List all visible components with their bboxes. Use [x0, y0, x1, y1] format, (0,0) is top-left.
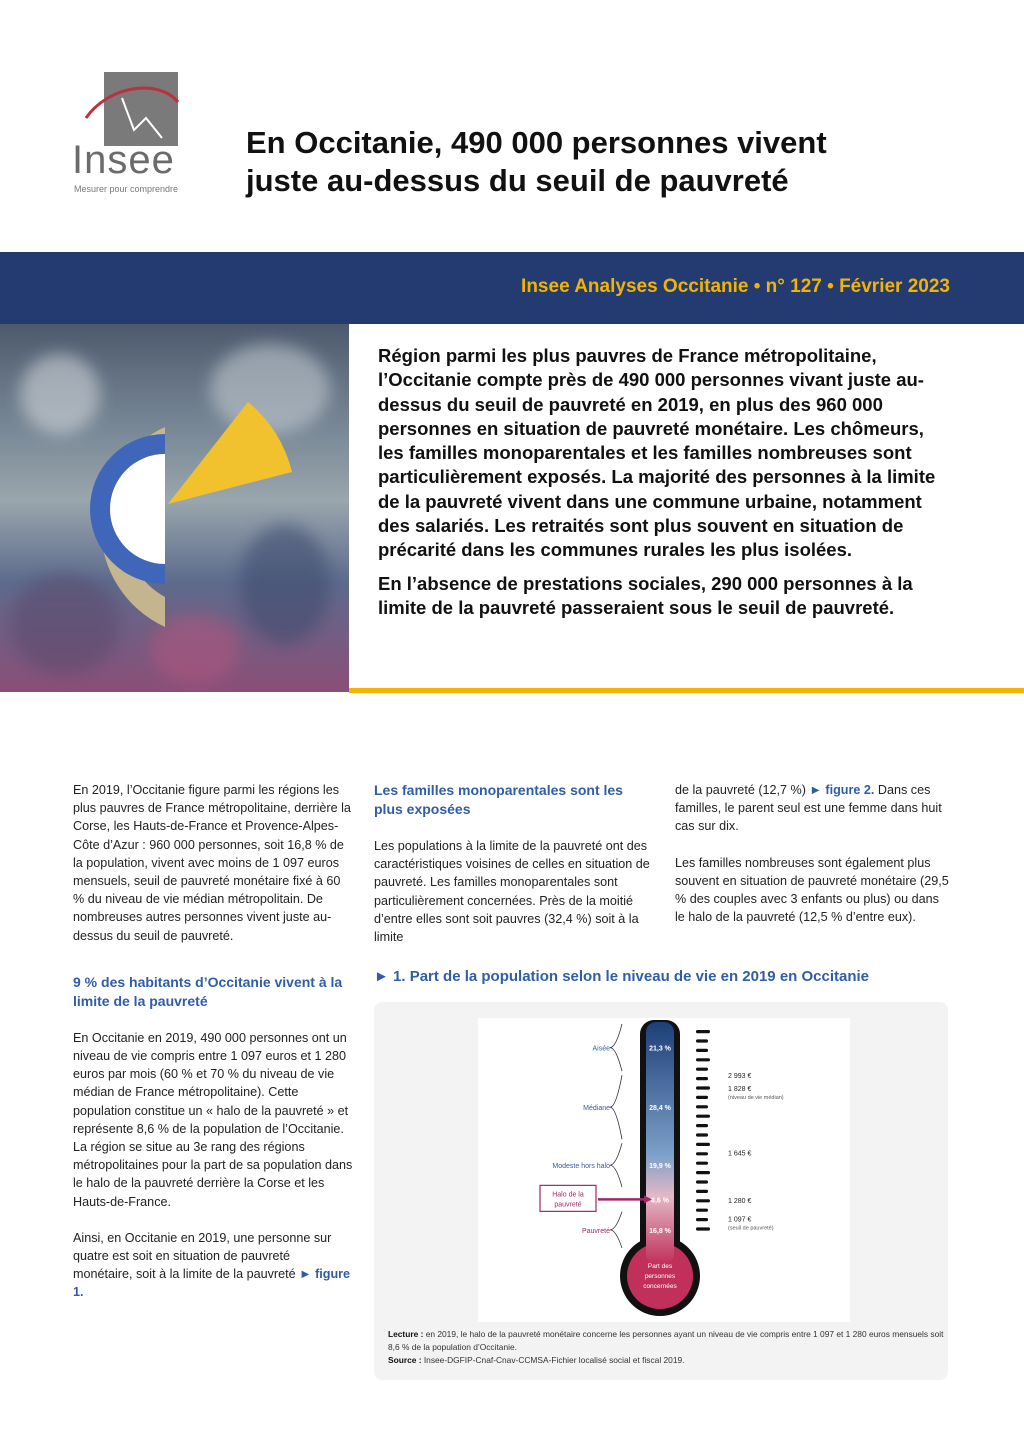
- col3-paragraph-2: Les familles nombreuses sont également plus souvent en situation de pauvreté monétaire (29,5 % des couples avec 3 enfants ou plus) ou dans le halo de la pauvreté (12,5 % d’entre eux).: [675, 855, 949, 925]
- col3-paragraph-1: de la pauvreté (12,7 %) ► figure 2. Dans ces familles, le parent seul est une femme dans huit cas sur dix.: [675, 783, 942, 834]
- figure-notes: [388, 1328, 944, 1367]
- summary-paragraph-1: Région parmi les plus pauvres de France métropolitaine, l’Occitanie compte près de 490 000 personnes vivant juste au-dessus du seuil de pauvreté en 2019, en plus des 960 000 personnes en situation de pauvreté monétaire. Les chômeurs, les familles monoparentales et les familles nombreuses sont particulièrement exposés. La majorité des personnes à la limite de la pauvreté vivent dans une commune urbaine, notamment des salariés. Les retraités sont plus souvent en situation de précarité dans les communes rurales les plus isolées.: [378, 345, 936, 561]
- col1-intro: En 2019, l’Occitanie figure parmi les régions les plus pauvres de France métropolitaine, derrière la Corse, les Hauts-de-France et Provence-Alpes-Côte d’Azur : 960 000 personnes, soit 16,8 % de la population, vivent avec moins de 1 097 euros mensuels, seuil de pauvreté monétaire fixé à 60 % du niveau de vie médian métropolitain. De nombreuses autres personnes vivent juste au-dessus du seuil de pauvreté.: [73, 783, 351, 943]
- scale-tick: [696, 1115, 710, 1118]
- scale-tick: [696, 1124, 708, 1127]
- scale-tick: [696, 1143, 710, 1146]
- publication-band: [0, 252, 1024, 324]
- section-heading-halo: 9 % des habitants d’Occitanie vivent à la limite de la pauvreté: [73, 973, 343, 1009]
- scale-tick: [696, 1068, 708, 1071]
- scale-tick: [696, 1049, 708, 1052]
- scale-tick: [696, 1133, 708, 1136]
- logo-wordmark: Insee: [72, 138, 175, 182]
- summary-paragraph-2: En l’absence de prestations sociales, 290 000 personnes à la limite de la pauvreté passeraient sous le seuil de pauvreté.: [378, 572, 913, 618]
- category-label: Médiane: [583, 1105, 610, 1113]
- scale-tick: [696, 1030, 710, 1033]
- scale-tick: [696, 1086, 710, 1089]
- threshold-value: 1 097 €: [728, 1216, 752, 1224]
- thermometer-chart: [478, 1018, 850, 1322]
- publication-info: Insee Analyses Occitanie • n° 127 • Février 2023: [521, 276, 950, 297]
- category-label: Halo de la: [552, 1191, 584, 1199]
- category-brace: [610, 1075, 622, 1139]
- category-brace: [610, 1143, 622, 1187]
- page-title: [246, 124, 966, 200]
- threshold-value: 1 280 €: [728, 1198, 752, 1206]
- figure-canvas: [478, 1018, 850, 1322]
- bulb-label: personnes: [644, 1273, 676, 1280]
- scale-tick: [696, 1218, 708, 1221]
- threshold-label: (seuil de pauvreté): [728, 1225, 774, 1232]
- title-line-1: En Occitanie, 490 000 personnes vivent: [246, 125, 827, 160]
- summary-block: [378, 344, 954, 629]
- col1-paragraph-3: Ainsi, en Occitanie en 2019, une personne sur quatre est soit en situation de pauvreté monétaire, soit à la limite de la pauvreté ► figure 1.: [73, 1230, 351, 1300]
- scale-tick: [696, 1209, 708, 1212]
- segment-value: 16,8 %: [649, 1227, 671, 1235]
- scale-tick: [696, 1058, 710, 1061]
- category-label: Pauvreté: [581, 1227, 610, 1235]
- scale-tick: [696, 1162, 708, 1165]
- category-brace: [610, 1212, 622, 1248]
- segment-value: 8,6 %: [651, 1197, 669, 1205]
- scale-tick: [696, 1077, 708, 1080]
- bulb-label: Part des: [647, 1263, 673, 1270]
- scale-tick: [696, 1227, 710, 1230]
- category-label: pauvreté: [554, 1201, 582, 1209]
- scale-tick: [696, 1190, 708, 1193]
- figure-2-link[interactable]: ► figure 2.: [809, 783, 875, 797]
- scale-tick: [696, 1105, 708, 1108]
- column-1: [73, 781, 353, 1320]
- scale-tick: [696, 1180, 708, 1183]
- summary-divider: [349, 688, 1024, 693]
- threshold-value: 1 645 €: [728, 1150, 752, 1158]
- title-line-2: juste au-dessus du seuil de pauvreté: [246, 163, 789, 198]
- col1-paragraph-2: En Occitanie en 2019, 490 000 personnes ont un niveau de vie compris entre 1 097 euros et 1 280 euros par mois (60 % et 70 % du niveau de vie médian de France métropolitaine). Cette population constitue un « halo de la pauvreté » et représente 8,6 % de la population de l’Occitanie. La région se situe au 3e rang des régions métropolitaines pour la part de sa population dans le halo de la pauvreté derrière la Corse et les Hauts-de-France.: [73, 1030, 353, 1209]
- scale-tick: [696, 1171, 710, 1174]
- category-label: Modeste hors halo: [552, 1163, 610, 1171]
- column-3: [675, 781, 950, 944]
- logo-tagline: Mesurer pour comprendre: [74, 184, 179, 194]
- source-note: Source : Insee-DGFIP-Cnaf-Cnav-CCMSA-Fichier localisé social et fiscal 2019.: [388, 1355, 685, 1365]
- column-2: [374, 781, 654, 964]
- category-brace: [610, 1024, 622, 1071]
- figure-title: ► 1. Part de la population selon le niveau de vie en 2019 en Occitanie: [374, 968, 870, 985]
- hero-image: [0, 324, 349, 692]
- segment-value: 28,4 %: [649, 1105, 671, 1113]
- segment-value: 21,3 %: [649, 1045, 671, 1053]
- reading-note: Lecture : en 2019, le halo de la pauvreté monétaire concerne les personnes ayant un niveau de vie compris entre 1 097 et 1 280 euros mensuels soit 8,6 % de la population d’Occitanie.: [388, 1329, 944, 1352]
- section-heading-familles: Les familles monoparentales sont les plus exposées: [374, 782, 623, 817]
- scale-tick: [696, 1152, 708, 1155]
- category-label: Aisée: [592, 1045, 610, 1053]
- bulb-label: concernées: [643, 1283, 677, 1290]
- insee-logo: [72, 72, 184, 196]
- figure-1-link[interactable]: ► figure 1.: [73, 1267, 351, 1300]
- scale-tick: [696, 1039, 708, 1042]
- hero-pie-graphic-icon: [0, 324, 349, 692]
- col2-paragraph-1: Les populations à la limite de la pauvreté ont des caractéristiques voisines de celles en situation de pauvreté. Les familles monoparentales sont particulièrement concernées. Près de la moitié d’entre elles sont soit pauvres (32,4 %) soit à la limite: [374, 839, 650, 945]
- segment-value: 19,9 %: [649, 1163, 671, 1171]
- scale-tick: [696, 1199, 710, 1202]
- threshold-label: (niveau de vie médian): [728, 1095, 784, 1102]
- threshold-value: 1 828 €: [728, 1086, 752, 1094]
- threshold-value: 2 993 €: [728, 1073, 752, 1080]
- scale-tick: [696, 1096, 708, 1099]
